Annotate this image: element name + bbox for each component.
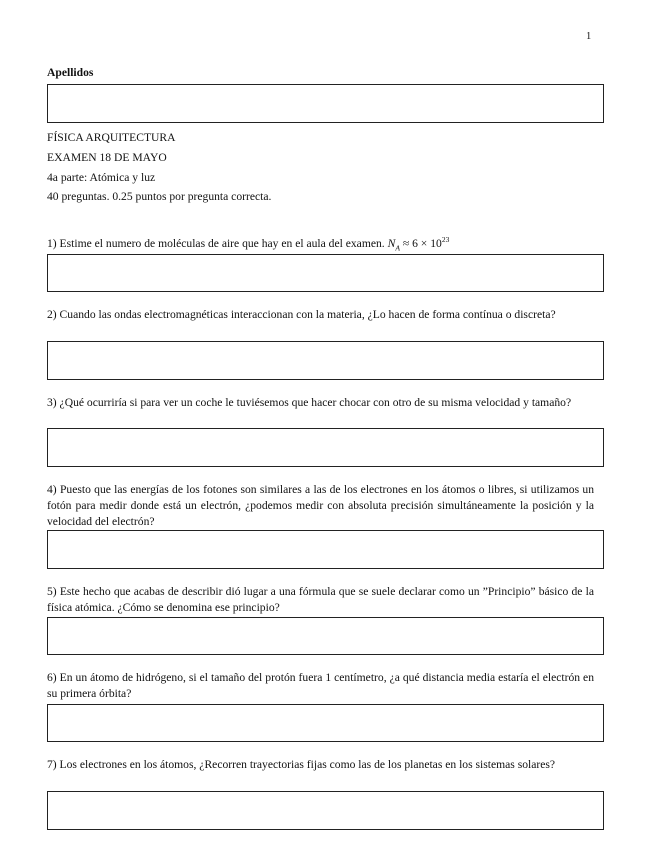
formula-relation: ≈ 6 × 10 [399, 237, 442, 250]
answer-box-3[interactable] [47, 428, 604, 467]
question-2: 2) Cuando las ondas electromagnéticas interaccionan con la materia, ¿Lo hacen de forma contínua o discreta? [47, 308, 556, 321]
course-title: FÍSICA ARQUITECTURA [47, 131, 176, 144]
answer-box-4[interactable] [47, 530, 604, 569]
question-1-text: 1) Estime el numero de moléculas de aire que hay en el aula del examen. [47, 237, 385, 250]
surname-answer-box[interactable] [47, 84, 604, 123]
formula-symbol: N [387, 237, 396, 250]
question-6: 6) En un átomo de hidrógeno, si el tamaño del protón fuera 1 centímetro, ¿a qué distancia media estaría el electrón en su primera órbita? [47, 671, 594, 700]
answer-box-5[interactable] [47, 617, 604, 655]
formula-exponent: 23 [441, 235, 450, 245]
answer-box-2[interactable] [47, 341, 604, 380]
question-5: 5) Este hecho que acabas de describir dió lugar a una fórmula que se suele declarar como un ”Principio” básico de la física atómica. ¿Cómo se denomina ese principio? [47, 585, 594, 614]
avogadro-formula [387, 235, 450, 253]
exam-instructions: 40 preguntas. 0.25 puntos por pregunta correcta. [47, 190, 272, 203]
formula-subscript: A [395, 243, 400, 253]
question-7: 7) Los electrones en los átomos, ¿Recorren trayectorias fijas como las de los planetas en los sistemas solares? [47, 758, 556, 771]
answer-box-1[interactable] [47, 254, 604, 292]
surname-label: Apellidos [47, 66, 94, 79]
question-1 [47, 236, 594, 252]
page-number: 1 [586, 31, 592, 42]
answer-box-7[interactable] [47, 791, 604, 830]
question-3: 3) ¿Qué ocurriría si para ver un coche le tuviésemos que hacer chocar con otro de su misma velocidad y tamaño? [47, 396, 572, 409]
answer-box-6[interactable] [47, 704, 604, 742]
exam-date: EXAMEN 18 DE MAYO [47, 151, 167, 164]
question-4: 4) Puesto que las energías de los fotones son similares a las de los electrones en los átomos o libres, si utilizamos un fotón para medir donde está un electrón, ¿podemos medir con absoluta precisión simultáneamente la posición y la velocidad del electrón? [47, 483, 594, 528]
exam-part: 4a parte: Atómica y luz [47, 171, 156, 184]
